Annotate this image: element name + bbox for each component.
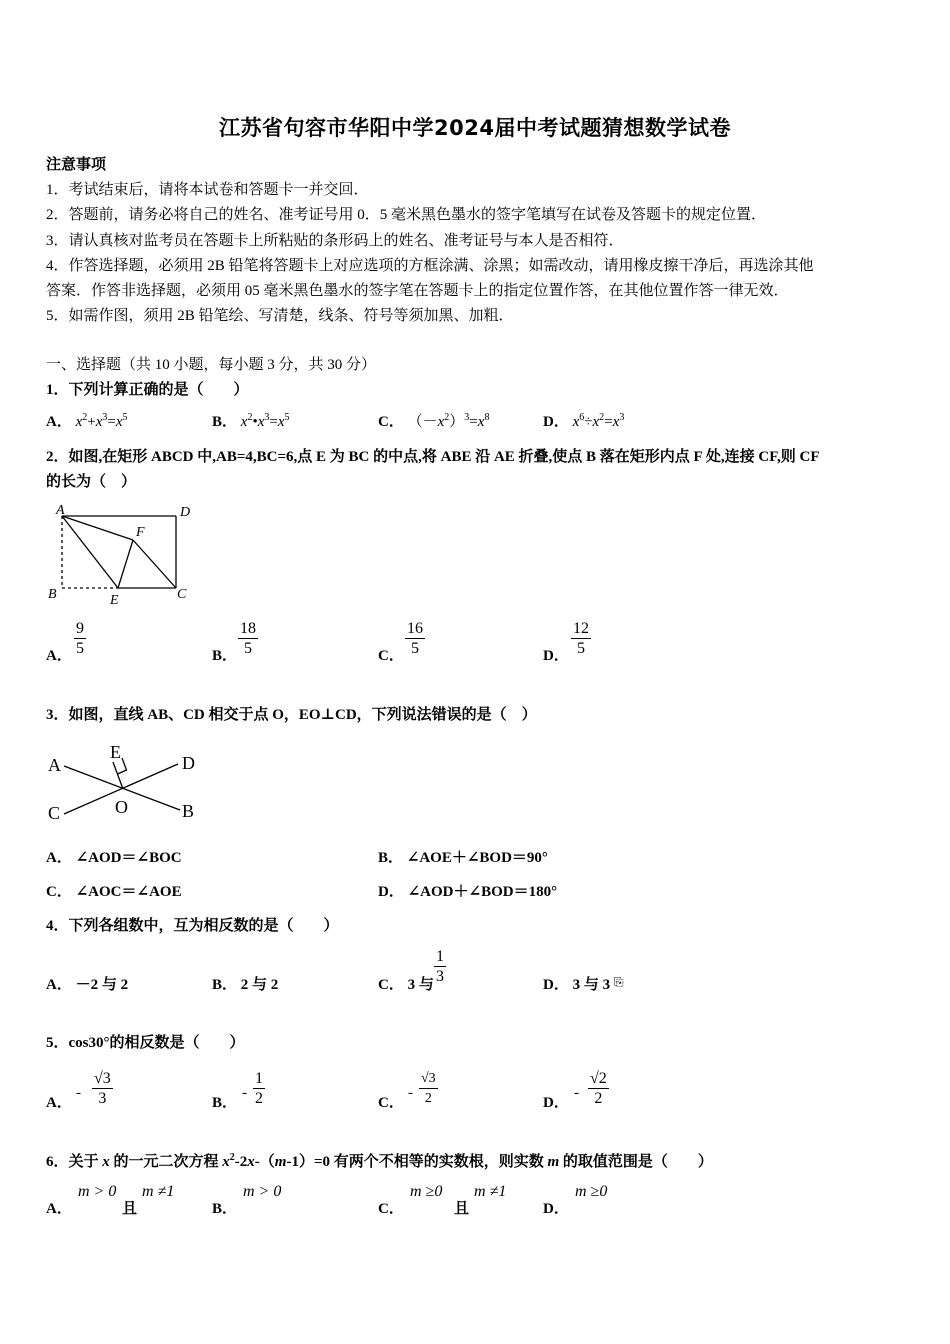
note-item-1: 1．考试结束后，请将本试卷和答题卡一并交回． <box>46 182 369 198</box>
label-e: E <box>110 593 119 608</box>
label-a: A <box>56 503 65 518</box>
note-item-3: 3．请认真核对监考员在答题卡上所粘贴的条形码上的姓名、准考证号与本人是否相符． <box>46 233 624 249</box>
q4-option-c: C． 3 与 <box>378 977 434 993</box>
q6-option-c-cond1: m ≥0 <box>410 1183 443 1200</box>
q5-option-a-label: A． <box>46 1095 72 1111</box>
label-b: B <box>48 587 57 602</box>
q5-option-a-sign: - <box>76 1085 81 1101</box>
q5-option-b-fraction: $\frac{1}{2}$ <box>255 1070 263 1107</box>
q6-option-a-cond2: m ≠1 <box>142 1183 175 1200</box>
intersecting-lines-figure <box>44 738 214 828</box>
edge-fe <box>118 540 133 588</box>
q3-stem: 3．如图，直线 AB、CD 相交于点 O，EO⊥CD，下列说法错误的是（ ） <box>46 707 537 723</box>
q5-option-b-label: B． <box>212 1095 238 1111</box>
label-a: A <box>48 755 61 775</box>
q1-option-c: C． $(-x^2)^3=x^8$ <box>378 412 490 430</box>
label-c: C <box>177 587 187 602</box>
q5-option-d-sign: - <box>574 1085 579 1101</box>
q2-option-c-label: C． <box>378 648 404 664</box>
q2-option-d-fraction: $\frac{12}{5}$ <box>573 620 589 657</box>
q3-option-b: B． ∠AOE＋∠BOD＝90° <box>378 850 548 866</box>
q1-option-d: D． $x^6\div x^2=x^3$ <box>543 412 625 430</box>
note-item-5: 5．如需作图，须用 2B 铅笔绘、写清楚，线条、符号等须加黑、加粗． <box>46 308 514 324</box>
rectangle-fold-figure <box>44 500 204 608</box>
q6-option-c-and: 且 <box>454 1201 470 1217</box>
edge-ae <box>62 516 118 588</box>
label-f: F <box>136 525 145 540</box>
q5-option-a-fraction: $\frac{√3}{3}$ <box>94 1070 111 1107</box>
q6-option-a-and: 且 <box>122 1201 138 1217</box>
q6-option-c-cond2: m ≠1 <box>474 1183 507 1200</box>
q4-option-a: A． －2 与 2 <box>46 977 129 993</box>
broken-image-icon: ⎘ <box>614 975 624 989</box>
q2-option-b-label: B． <box>212 648 238 664</box>
label-d: D <box>182 753 195 773</box>
label-c: C <box>48 803 61 823</box>
q6-option-d-label: D． <box>543 1201 569 1217</box>
q5-option-d-label: D． <box>543 1095 569 1111</box>
note-item-2: 2．答题前，请务必将自己的姓名、准考证号用 0．5 毫米黑色墨水的签字笔填写在试卷及答题卡的规定位置． <box>46 207 767 223</box>
q6-option-b-cond1: m > 0 <box>243 1183 282 1200</box>
q5-option-c-sign: - <box>408 1085 413 1101</box>
edge-af <box>62 516 133 540</box>
q5-stem: 5．cos30°的相反数是（ ） <box>46 1035 245 1051</box>
q5-option-d-fraction: $\frac{√2}{2}$ <box>590 1070 607 1107</box>
q2-stem-cont: 的长为（ ） <box>46 474 137 490</box>
q2-option-d-label: D． <box>543 648 569 664</box>
q3-option-a: A． ∠AOD＝∠BOC <box>46 850 182 866</box>
notes-heading: 注意事项 <box>46 157 107 173</box>
note-item-4: 4．作答选择题，必须用 2B 铅笔将答题卡上对应选项的方框涂满、涂黑；如需改动，请用橡皮擦干净后，再选涂其他 <box>46 258 814 274</box>
q1-option-b: B． $x^2•x^3=x^5$ <box>212 412 290 430</box>
q3-option-c: C． ∠AOC＝∠AOE <box>46 884 182 900</box>
q6-stem: 6．关于 x 的一元二次方程 $x^2-2x-(m-1)=0$ 有两个不相等的实数根，则实数 m 的取值范围是（ ） <box>46 1152 713 1170</box>
q6-option-a-label: A． <box>46 1201 72 1217</box>
section-heading: 一、选择题（共 10 小题，每小题 3 分，共 30 分） <box>46 357 377 373</box>
page-title: 江苏省句容市华阳中学2024届中考试题猜想数学试卷 <box>219 116 731 140</box>
q5-option-c-fraction: $\frac{√3}{2}$ <box>421 1071 436 1106</box>
q4-option-b: B． 2 与 2 <box>212 977 279 993</box>
q6-option-d-cond1: m ≥0 <box>575 1183 608 1200</box>
q2-stem: 2．如图,在矩形 ABCD 中,AB=4,BC=6,点 E 为 BC 的中点,将 ABE 沿 AE 折叠,使点 B 落在矩形内点 F 处,连接 CF,则 CF <box>46 449 820 465</box>
q4-stem: 4．下列各组数中，互为相反数的是（ ） <box>46 918 339 934</box>
note-item-4-cont: 答案．作答非选择题，必须用 05 毫米黑色墨水的签字笔在答题卡上的指定位置作答，在其他位置作答一律无效． <box>46 283 789 299</box>
label-o: O <box>115 797 128 817</box>
label-b: B <box>182 801 195 821</box>
q4-option-d: D． 3 与 3 <box>543 977 611 993</box>
q1-option-a: A． $x^2+x^3=x^5$ <box>46 412 128 430</box>
q5-option-c-label: C． <box>378 1095 404 1111</box>
q6-option-a-cond1: m > 0 <box>78 1183 117 1200</box>
q2-option-c-fraction: $\frac{16}{5}$ <box>407 620 423 657</box>
edge-fc <box>133 540 176 588</box>
q2-option-a-fraction: $\frac{9}{5}$ <box>76 620 84 657</box>
q2-option-b-fraction: $\frac{18}{5}$ <box>240 620 256 657</box>
label-d: D <box>180 505 191 520</box>
q6-option-c-label: C． <box>378 1201 404 1217</box>
q3-option-d: D． ∠AOD＋∠BOD＝180° <box>378 884 558 900</box>
q6-option-b-label: B． <box>212 1201 238 1217</box>
q4-option-c-fraction: $\frac{1}{3}$ <box>436 948 444 985</box>
q5-option-b-sign: - <box>242 1085 247 1101</box>
label-e: E <box>110 742 121 762</box>
q1-stem: 1．下列计算正确的是（ ） <box>46 382 249 398</box>
q2-option-a-label: A． <box>46 648 72 664</box>
